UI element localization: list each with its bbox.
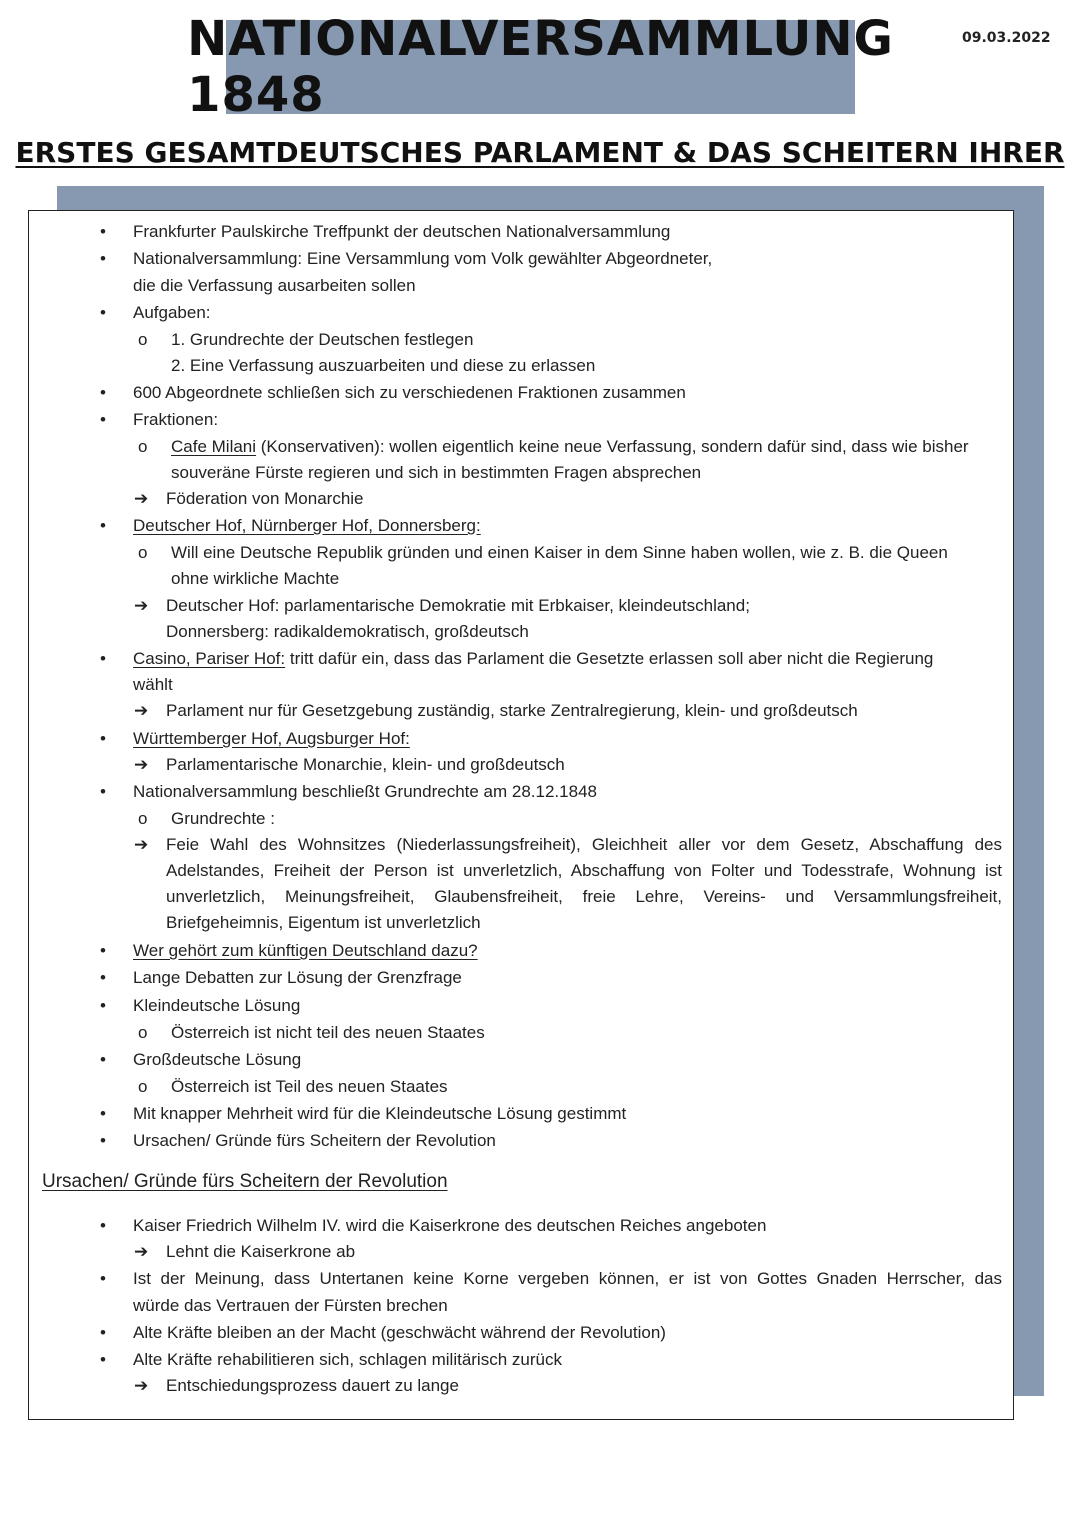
bullet-marker: • bbox=[100, 222, 106, 241]
arrow-marker: ➔ bbox=[134, 1242, 149, 1261]
sub-item: Österreich ist Teil des neuen Staates bbox=[171, 1077, 448, 1096]
list-item-continuation: wählt bbox=[133, 675, 173, 694]
list-item-heading: Deutscher Hof, Nürnberger Hof, Donnersberg: bbox=[133, 516, 481, 535]
list-item: Aufgaben: bbox=[133, 303, 211, 322]
list-item bbox=[133, 648, 933, 670]
arrow-marker: ➔ bbox=[134, 489, 149, 508]
bullet-marker: • bbox=[100, 649, 106, 668]
circle-marker: o bbox=[138, 1023, 148, 1042]
list-item: Kaiser Friedrich Wilhelm IV. wird die Kaiserkrone des deutschen Reiches angeboten bbox=[133, 1216, 767, 1235]
bullet-marker: • bbox=[100, 1269, 106, 1288]
section-heading: Ursachen/ Gründe fürs Scheitern der Revolution bbox=[42, 1171, 448, 1192]
arrow-marker: ➔ bbox=[134, 755, 149, 774]
bullet-marker: • bbox=[100, 1216, 106, 1235]
bullet-marker: • bbox=[100, 249, 106, 268]
list-item: Kleindeutsche Lösung bbox=[133, 996, 301, 1015]
list-item: 600 Abgeordnete schließen sich zu verschiedenen Fraktionen zusammen bbox=[133, 383, 686, 402]
list-item: Mit knapper Mehrheit wird für die Kleindeutsche Lösung gestimmt bbox=[133, 1104, 627, 1123]
sub-item: Österreich ist nicht teil des neuen Staates bbox=[171, 1023, 485, 1042]
arrow-marker: ➔ bbox=[134, 596, 149, 615]
bullet-marker: • bbox=[100, 1350, 106, 1369]
circle-marker: o bbox=[138, 1077, 148, 1096]
arrow-marker: ➔ bbox=[134, 1376, 149, 1395]
list-item: Lange Debatten zur Lösung der Grenzfrage bbox=[133, 968, 462, 987]
bullet-marker: • bbox=[100, 729, 106, 748]
list-item: Fraktionen: bbox=[133, 410, 219, 429]
bullet-marker: • bbox=[100, 1323, 106, 1342]
arrow-item: Föderation von Monarchie bbox=[166, 489, 364, 508]
bullet-marker: • bbox=[100, 303, 106, 322]
list-item-continuation: würde das Vertrauen der Fürsten brechen bbox=[133, 1296, 448, 1315]
bullet-marker: • bbox=[100, 1104, 106, 1123]
bullet-marker: • bbox=[100, 1131, 106, 1150]
bullet-marker: • bbox=[100, 383, 106, 402]
bullet-marker: • bbox=[100, 1050, 106, 1069]
arrow-marker: ➔ bbox=[134, 701, 149, 720]
arrow-item-continuation: Adelstandes, Freiheit der Person ist unverletzlich, Abschaffung von Folter und Todesstrafe, Wohnung ist bbox=[166, 861, 1002, 880]
arrow-item: Entschiedungsprozess dauert zu lange bbox=[166, 1376, 459, 1395]
sub-item: 1. Grundrechte der Deutschen festlegen bbox=[171, 330, 474, 349]
list-item: Großdeutsche Lösung bbox=[133, 1050, 302, 1069]
arrow-item-continuation: unverletzlich, Meinungsfreiheit, Glaubensfreiheit, freie Lehre, Vereins- und Versammlungsfreiheit, bbox=[166, 887, 1002, 906]
bullet-marker: • bbox=[100, 410, 106, 429]
bullet-marker: • bbox=[100, 782, 106, 801]
arrow-item: Feie Wahl des Wohnsitzes (Niederlassungsfreiheit), Gleichheit aller vor dem Gesetz, Abschaffung des bbox=[166, 835, 1002, 854]
subtitle-text: ERSTES GESAMTDEUTSCHES PARLAMENT & DAS SCHEITERN IHRER bbox=[15, 136, 1065, 169]
bullet-marker: • bbox=[100, 941, 106, 960]
page-subtitle bbox=[0, 136, 1080, 169]
sub-item: Grundrechte : bbox=[171, 809, 275, 828]
arrow-item: Parlament nur für Gesetzgebung zuständig, starke Zentralregierung, klein- und großdeutsch bbox=[166, 701, 858, 720]
bullet-marker: • bbox=[100, 996, 106, 1015]
arrow-item: Parlamentarische Monarchie, klein- und großdeutsch bbox=[166, 755, 565, 774]
list-item: Ist der Meinung, dass Untertanen keine Korne vergeben können, er ist von Gottes Gnaden Herrscher, das bbox=[133, 1269, 1002, 1288]
list-item: Alte Kräfte rehabilitieren sich, schlagen militärisch zurück bbox=[133, 1350, 562, 1369]
circle-marker: o bbox=[138, 330, 148, 349]
list-item: Nationalversammlung beschließt Grundrechte am 28.12.1848 bbox=[133, 782, 597, 801]
circle-marker: o bbox=[138, 809, 148, 828]
faction-name: Cafe Milani bbox=[171, 437, 257, 456]
list-item-heading: Württemberger Hof, Augsburger Hof: bbox=[133, 729, 410, 748]
faction-name: Casino, Pariser Hof: bbox=[133, 649, 286, 668]
circle-marker: o bbox=[138, 437, 148, 456]
faction-description: (Konservativen): wollen eigentlich keine neue Verfassung, sondern dafür sind, dass wie bisher bbox=[256, 437, 969, 456]
faction-description: tritt dafür ein, dass das Parlament die Gesetzte erlassen soll aber nicht die Regierung bbox=[285, 649, 934, 668]
bullet-marker: • bbox=[100, 968, 106, 987]
bullet-marker: • bbox=[100, 516, 106, 535]
arrow-item: Lehnt die Kaiserkrone ab bbox=[166, 1242, 356, 1261]
sub-item: Will eine Deutsche Republik gründen und einen Kaiser in dem Sinne haben wollen, wie z. B. die Queen bbox=[171, 543, 948, 562]
arrow-item: Deutscher Hof: parlamentarische Demokratie mit Erbkaiser, kleindeutschland; bbox=[166, 596, 750, 615]
list-item: Frankfurter Paulskirche Treffpunkt der deutschen Nationalversammlung bbox=[133, 222, 671, 241]
sub-item bbox=[171, 436, 969, 458]
list-item: Ursachen/ Gründe fürs Scheitern der Revolution bbox=[133, 1131, 496, 1150]
list-item: Nationalversammlung: Eine Versammlung vom Volk gewählter Abgeordneter, bbox=[133, 249, 713, 268]
sub-item-continuation: ohne wirkliche Machte bbox=[171, 569, 340, 588]
arrow-marker: ➔ bbox=[134, 835, 149, 854]
page-title: NATIONALVERSAMMLUNG 1848 bbox=[187, 11, 894, 123]
list-item-heading: Wer gehört zum künftigen Deutschland dazu? bbox=[133, 941, 478, 960]
list-item: Alte Kräfte bleiben an der Macht (geschwächt während der Revolution) bbox=[133, 1323, 666, 1342]
sub-item-continuation: souveräne Fürste regieren und sich in bestimmten Fragen absprechen bbox=[171, 463, 702, 482]
title-box bbox=[187, 11, 894, 123]
list-item-continuation: die die Verfassung ausarbeiten sollen bbox=[133, 276, 416, 295]
arrow-item-continuation: Donnersberg: radikaldemokratisch, großdeutsch bbox=[166, 622, 529, 641]
arrow-item-continuation: Briefgeheimnis, Eigentum ist unverletzlich bbox=[166, 913, 481, 932]
sub-item: 2. Eine Verfassung auszuarbeiten und diese zu erlassen bbox=[171, 356, 596, 375]
circle-marker: o bbox=[138, 543, 148, 562]
date-label: 09.03.2022 bbox=[962, 30, 1051, 46]
